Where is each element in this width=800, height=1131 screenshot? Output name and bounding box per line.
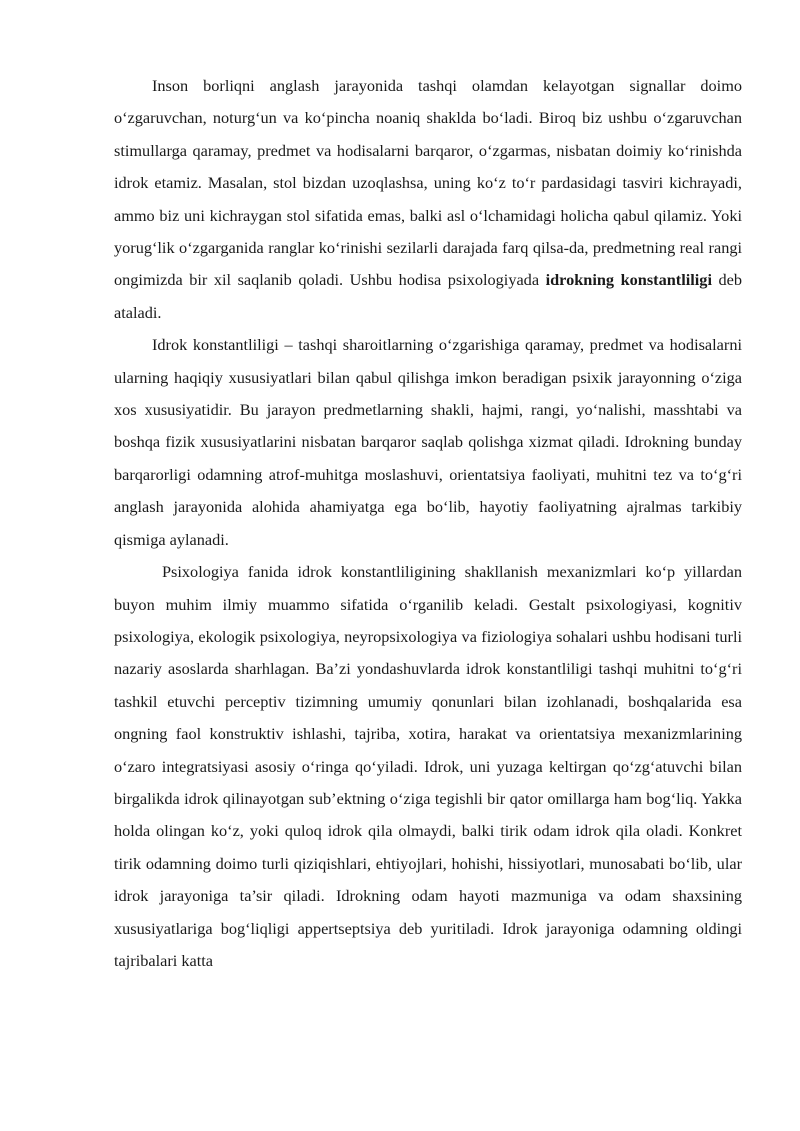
- body-text: [114, 70, 742, 977]
- paragraph-1: [114, 70, 742, 329]
- paragraph-3: Psixologiya fanida idrok konstantliligining shakllanish mexanizmlari ko‘p yillardan buyon muhim ilmiy muammo sifatida o‘rganilib keladi. Gestalt psixologiyasi, kognitiv psixologiya, ekologik psixologiya, neyropsixologiya va fiziologiya sohalari ushbu hodisani turli nazariy asoslarda sharhlagan. Ba’zi yondashuvlarda idrok konstantliligi tashqi muhitni to‘g‘ri tashkil etuvchi perceptiv tizimning umumiy qonunlari bilan izohlanadi, boshqalarida esa ongning faol konstruktiv ishlashi, tajriba, xotira, harakat va orientatsiya mexanizmlarining o‘zaro integratsiyasi asosiy o‘ringa qo‘yiladi. Idrok, uni yuzaga keltirgan qo‘zg‘atuvchi bilan birgalikda idrok qilinayotgan sub’ektning o‘ziga tegishli bir qator omillarga ham bog‘liq. Yakka holda olingan ko‘z, yoki quloq idrok qila olmaydi, balki tirik odam idrok qila oladi. Konkret tirik odamning doimo turli qiziqishlari, ehtiyojlari, hohishi, hissiyotlari, munosabati bo‘lib, ular idrok jarayoniga ta’sir qiladi. Idrokning odam hayoti mazmuniga va odam shaxsining xususiyatlariga bog‘liqligi appertseptsiya deb yuritiladi. Idrok jarayoniga odamning oldingi tajribalari katta: [114, 562, 742, 970]
- bold-term: idrokning konstantliligi: [545, 270, 712, 290]
- paragraph-1-text: Inson borliqni anglash jarayonida tashqi olamdan kelayotgan signallar doimo o‘zgaruvchan, noturg‘un va ko‘pincha noaniq shaklda bo‘ladi. Biroq biz ushbu o‘zgaruvchan stimullarga qaramay, predmet va hodisalarni barqaror, o‘zgarmas, nisbatan doimiy ko‘rinishda idrok etamiz. Masalan, stol bizdan uzoqlashsa, uning ko‘z to‘r pardasidagi tasviri kichrayadi, ammo biz uni kichraygan stol sifatida emas, balki asl o‘lchamidagi holicha qabul qilamiz. Yoki yorug‘lik o‘zgarganida ranglar ko‘rinishi sezilarli darajada farq qilsa-da, predmetning real rangi ongimizda bir xil saqlanib qoladi. Ushbu hodisa psixologiyada: [114, 76, 742, 290]
- paragraph-2: Idrok konstantliligi – tashqi sharoitlarning o‘zgarishiga qaramay, predmet va hodisalarni ularning haqiqiy xususiyatlari bilan qabul qilishga imkon beradigan psixik jarayonning o‘ziga xos xususiyatidir. Bu jarayon predmetlarning shakli, hajmi, rangi, yo‘nalishi, masshtabi va boshqa fizik xususiyatlarini nisbatan barqaror saqlab qolishga xizmat qiladi. Idrokning bunday barqarorligi odamning atrof-muhitga moslashuvi, orientatsiya faoliyati, muhitni tez va to‘g‘ri anglash jarayonida alohida ahamiyatga ega bo‘lib, hayotiy faoliyatning ajralmas tarkibiy qismiga aylanadi.: [114, 335, 742, 549]
- paragraph-1-ending: deb ataladi.: [114, 270, 742, 322]
